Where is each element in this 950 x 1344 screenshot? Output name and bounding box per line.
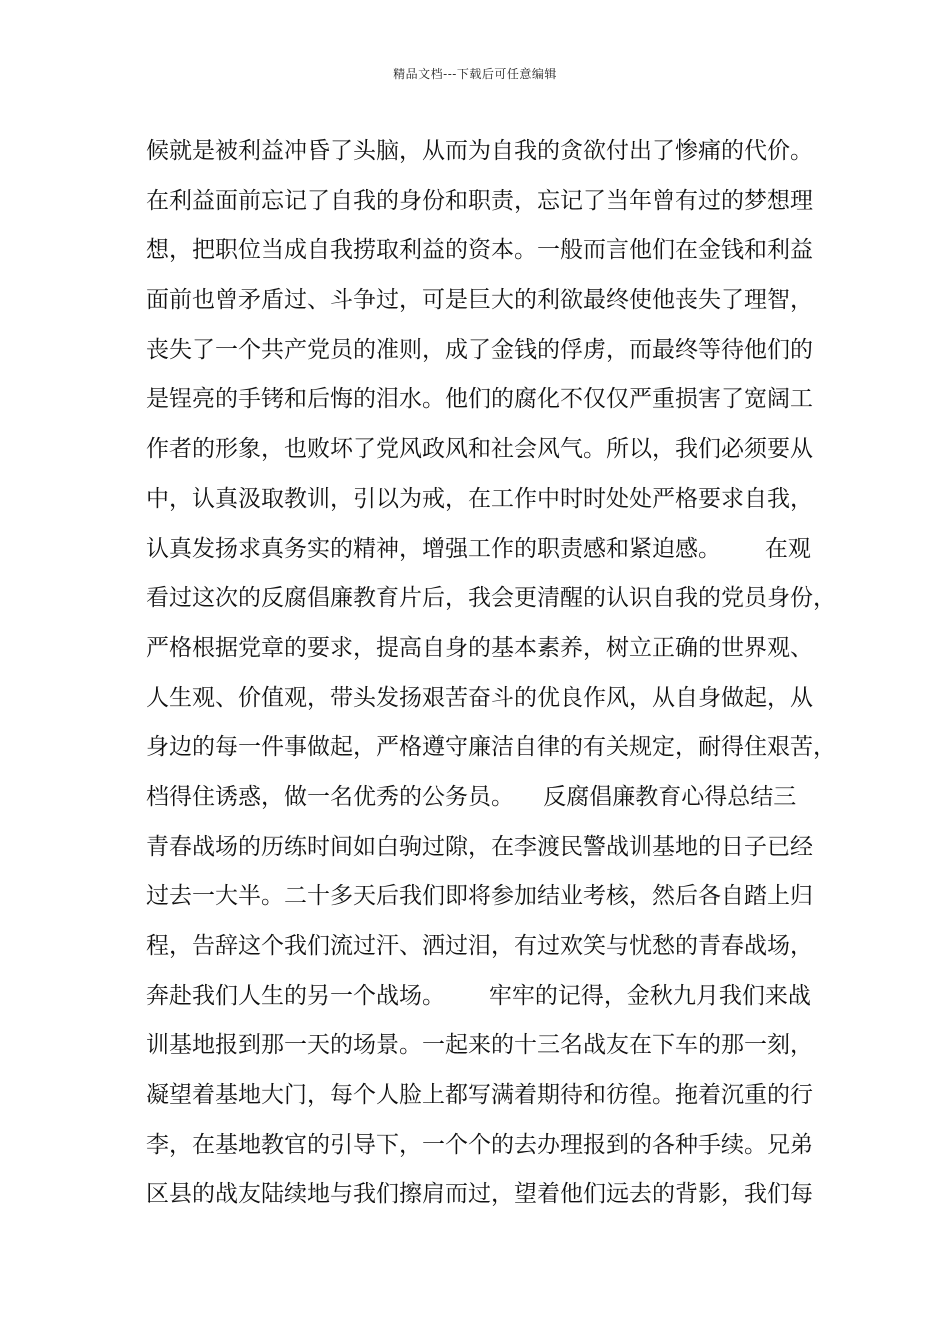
text-line: 中，认真汲取教训，引以为戒，在工作中时时处处严格要求自我， [146,485,813,512]
text-line: 严格根据党章的要求，提高自身的基本素养，树立正确的世界观、 [146,634,813,661]
text-line: 档得住诱惑，做一名优秀的公务员。 反腐倡廉教育心得总结三 [146,783,797,810]
text-line: 在利益面前忘记了自我的身份和职责，忘记了当年曾有过的梦想理 [146,187,813,214]
text-line: 作者的形象，也败坏了党风政风和社会风气。所以，我们必须要从 [146,436,813,463]
text-line: 面前也曾矛盾过、斗争过，可是巨大的利欲最终使他丧失了理智， [146,287,813,314]
document-body [146,127,836,1220]
text-line: 过去一大半。二十多天后我们即将参加结业考核，然后各自踏上归 [146,883,813,910]
text-line: 是锃亮的手铐和后悔的泪水。他们的腐化不仅仅严重损害了宽阔工 [146,386,813,413]
text-line: 身边的每一件事做起，严格遵守廉洁自律的有关规定，耐得住艰苦， [146,734,836,761]
text-line: 认真发扬求真务实的精神，增强工作的职责感和紧迫感。 在观 [146,535,811,562]
text-line: 丧失了一个共产党员的准则，成了金钱的俘虏，而最终等待他们的 [146,336,813,363]
text-line: 青春战场的历练时间如白驹过隙，在李渡民警战训基地的日子已经 [146,833,813,860]
page-header: 精品文档---下载后可任意编辑 [393,67,557,81]
text-line: 候就是被利益冲昏了头脑，从而为自我的贪欲付出了惨痛的代价。 [146,138,813,164]
text-line: 李，在基地教官的引导下，一个个的去办理报到的各种手续。兄弟 [146,1131,813,1158]
text-line: 人生观、价值观，带头发扬艰苦奋斗的优良作风，从自身做起，从 [146,684,813,711]
text-line: 看过这次的反腐倡廉教育片后，我会更清醒的认识自我的党员身份， [146,585,836,612]
text-line: 区县的战友陆续地与我们擦肩而过，望着他们远去的背影，我们每 [146,1181,813,1208]
text-line: 奔赴我们人生的另一个战场。 牢牢的记得，金秋九月我们来战 [146,982,811,1009]
text-line: 想，把职位当成自我捞取利益的资本。一般而言他们在金钱和利益 [146,237,813,264]
text-line: 训基地报到那一天的场景。一起来的十三名战友在下车的那一刻， [146,1032,813,1059]
text-line: 程，告辞这个我们流过汗、洒过泪，有过欢笑与忧愁的青春战场， [146,933,813,959]
text-line: 凝望着基地大门，每个人脸上都写满着期待和彷徨。拖着沉重的行 [146,1082,813,1109]
